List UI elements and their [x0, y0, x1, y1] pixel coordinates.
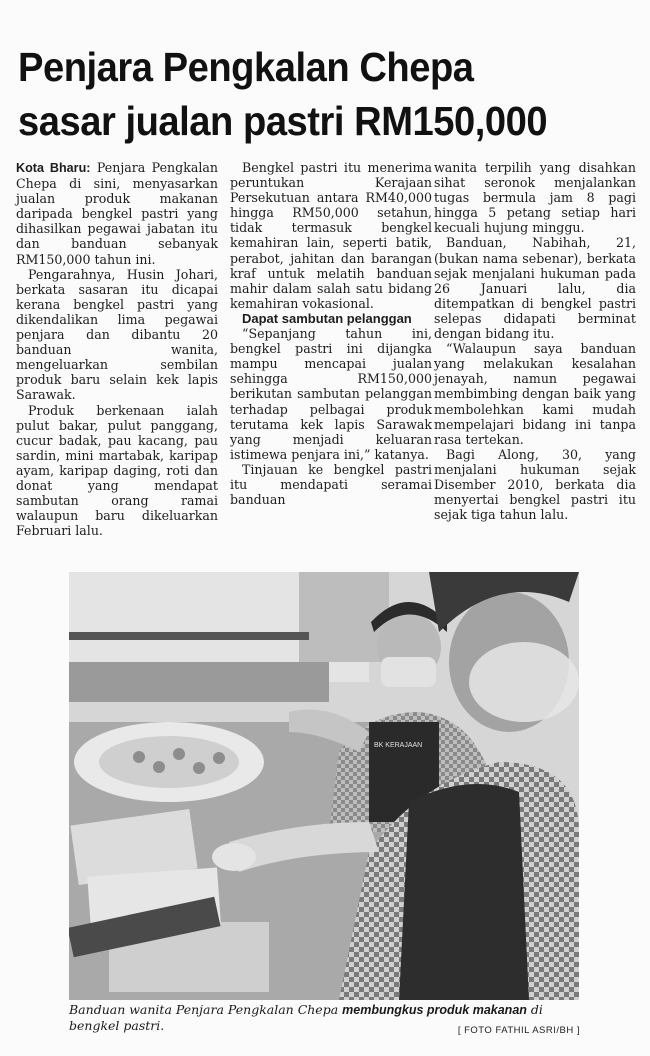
caption-text: Banduan wanita Penjara Pengkalan Chepa [69, 1002, 343, 1017]
paragraph: Banduan, Nabihah, 21, (bukan nama sebenar), berkata sejak menjalani hukuman pada 26 Januari lalu, dia ditempatkan di bengkel pastri selepas didapati berminat dengan bidang itu. [434, 235, 636, 342]
caption-emphasis: membungkus produk makanan [342, 1003, 527, 1017]
caption-text-end: di bengkel pastri. [69, 1002, 543, 1033]
headline-line-2: sasar jualan pastri RM150,000 [18, 98, 548, 144]
paragraph: Tinjauan ke bengkel pastri itu mendapati seramai banduan [230, 461, 432, 508]
paragraph: Bagi Along, 30, yang menjalani hukuman sejak Disember 2010, berkata dia menyertai bengkel pastri itu sejak tiga tahun lalu. [434, 446, 636, 523]
paragraph: Produk berkenaan ialah pulut bakar, pulut panggang, cucur badak, pau kacang, pau sardin, mini martabak, karipap ayam, karipap daging, roti dan donat yang mendapat sambutan orang ramai walaupun baru dikeluarkan Februari lalu. [16, 402, 218, 539]
article-column-2 [230, 160, 432, 507]
paragraph-text: Penjara Pengkalan Chepa di sini, menyasarkan jualan produk makanan daripada bengkel pastri yang dihasilkan pegawai jabatan itu dan banduan sebanyak RM150,000 tahun ini. [16, 160, 218, 267]
photo-illustration [69, 572, 579, 1000]
headline-line-1: Penjara Pengkalan Chepa [18, 44, 474, 90]
paragraph: Bengkel pastri itu menerima peruntukan Kerajaan Persekutuan antara RM40,000 hingga RM50,000 setahun, tidak termasuk bengkel kemahiran lain, seperti batik, perabot, jahitan dan barangan kraf untuk melatih banduan mahir dalam salah satu bidang kemahiran vokasional. [230, 160, 432, 311]
apron-label: BK KERAJAAN [374, 742, 423, 749]
dateline: Kota Bharu: [16, 161, 91, 175]
news-photo [69, 572, 579, 1000]
photo-credit: [ FOTO FATHIL ASRI/BH ] [457, 1025, 580, 1036]
subheading: Dapat sambutan pelanggan [242, 310, 412, 326]
headline [18, 40, 595, 148]
paragraph: “Sepanjang tahun ini, bengkel pastri ini dijangka mampu mencapai jualan sehingga RM150,000 berikutan sambutan pelanggan terhadap pelbagai produk terutama kek lapis Sarawak yang menjadi keluaran istimewa penjara ini,” katanya. [230, 326, 432, 462]
article-column-1 [16, 160, 218, 538]
paragraph: “Walaupun saya banduan yang melakukan kesalahan jenayah, namun pegawai membimbing dengan baik yang membolehkan kami mudah mempelajari bidang ini tanpa rasa tertekan. [434, 341, 636, 447]
paragraph [16, 160, 218, 267]
paragraph: Pengarahnya, Husin Johari, berkata sasaran itu dicapai kerana bengkel pastri yang dikendalikan lima pegawai penjara dan dibantu 20 banduan wanita, mengeluarkan sembilan produk baru selain kek lapis Sarawak. [16, 266, 218, 403]
paragraph: wanita terpilih yang disahkan sihat seronok menjalankan tugas bermula jam 8 pagi hingga 5 petang setiap hari kecuali hujung minggu. [434, 160, 636, 236]
article-column-3 [434, 160, 636, 522]
